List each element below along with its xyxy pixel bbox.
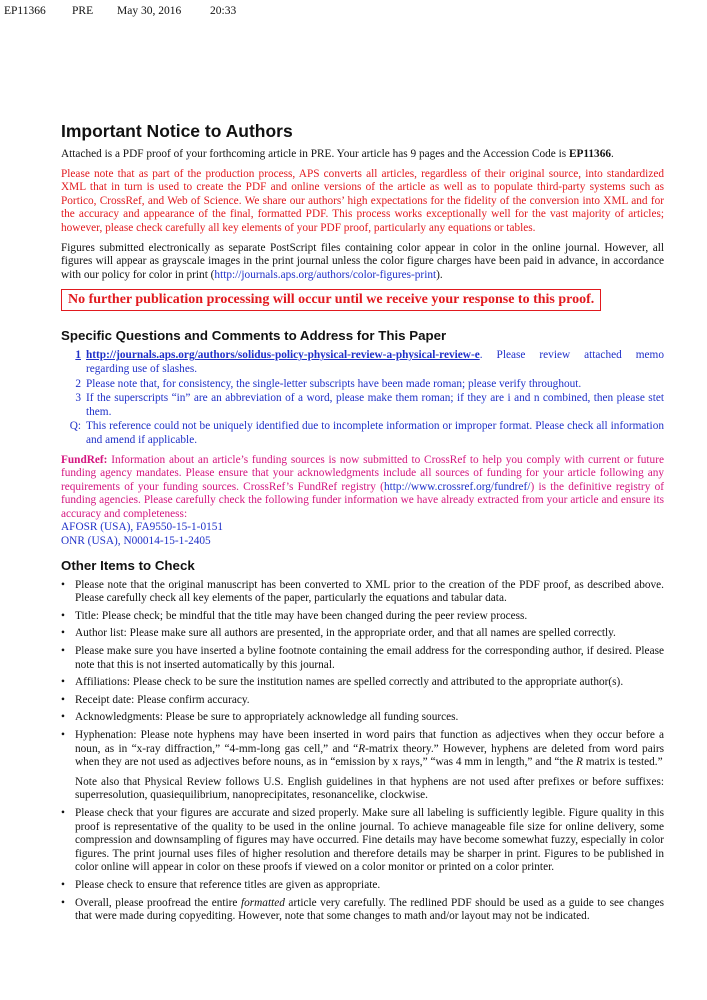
figures-notice: Figures submitted electronically as separate PostScript files containing color appear in color in the online journal. However, all figures will appear as grayscale images in the print journal unless the color figure charges have been paid in advance, in accordance with our policy for color in print (http://journals.aps.org/authors/color-figures-print).: [61, 241, 664, 281]
list-item: • Please check to ensure that reference titles are given as appropriate.: [61, 879, 664, 893]
question-item: 3 If the superscripts “in” are an abbreviation of a word, please make them roman; if they are i and n combined, then please stet them.: [61, 392, 664, 419]
fundref-label: FundRef:: [61, 453, 108, 466]
accession-code: EP11366: [4, 5, 46, 17]
question-number: 2: [75, 377, 81, 390]
question-number: 3: [75, 392, 81, 405]
list-item-hyphenation: • Hyphenation: Please note hyphens may have been inserted in word pairs that function as adjectives when they occur before a noun, as in “x-ray diffraction,” “4-mm-long gas cell,” and “R-matrix theory.” However, hyphens are deleted from word pairs when they are not used as adjectives before nouns, as in “emission by x rays,” “was 4 mm in length,” and “the R matrix is tested.” Note also that Physical Review follows U.S. English guidelines in that hyphens are not used after prefixes or before suffixes: superresolution, quasiequilibrium, nanoprecipitates, resonancelike, clockwise.: [61, 729, 664, 803]
hyphenation-note: Note also that Physical Review follows U.S. English guidelines in that hyphens are not used after prefixes or before suffixes: superresolution, quasiequilibrium, nanoprecipitates, resonancelike, clockwise.: [75, 775, 664, 802]
questions-list: [61, 349, 664, 447]
list-item: • Author list: Please make sure all authors are presented, in the appropriate order, and that all names are spelled correctly.: [61, 627, 664, 641]
journal-name: PRE: [72, 5, 94, 17]
conversion-notice: Please note that as part of the production process, APS converts all articles, regardless of their original source, into standardized XML that in turn is used to create the PDF and online versions of the article as well as to populate third-party systems such as Portico, CrossRef, and Web of Science. We share our authors’ high expectations for the fidelity of the conversion into XML and for the accuracy and appearance of the final, formatted PDF. This process works exceptionally well for the vast majority of articles; however, please check carefully all key elements of your PDF proof, particularly any equations or tables.: [61, 167, 664, 234]
funder-list: [61, 521, 664, 548]
intro-paragraph: Attached is a PDF proof of your forthcoming article in PRE. Your article has 9 pages and the Accession Code is EP11366.: [61, 148, 614, 160]
fundref-paragraph: FundRef: Information about an article’s funding sources is now submitted to CrossRef to help you comply with current or future funding agency mandates. Please ensure that your acknowledgments include all sources of funding for your article following any requirements of your funding sources. CrossRef’s FundRef registry (http://www.crossref.org/fundref/) is the definitive registry of funding agencies. Please carefully check the following funder information we have already extracted from your article and ensure its accuracy and completeness:: [61, 453, 664, 520]
page-title: Important Notice to Authors: [61, 121, 293, 141]
question-item: Q: This reference could not be uniquely identified due to incomplete information or improper format. Please check all information and amend if applicable.: [61, 420, 664, 447]
list-item: • Please note that the original manuscript has been converted to XML prior to the creation of the PDF proof, as described above. Please carefully check all key elements of the paper, particularly the equations and tabular data.: [61, 579, 664, 606]
color-policy-link[interactable]: http://journals.aps.org/authors/color-figures-print: [214, 268, 437, 281]
checklist: [61, 579, 664, 924]
funder-item: ONR (USA), N00014-15-1-2405: [61, 535, 211, 548]
funder-item: AFOSR (USA), FA9550-15-1-0151: [61, 521, 224, 534]
accession-code-bold: EP11366: [568, 148, 612, 160]
question-number: Q:: [69, 420, 81, 433]
list-item: • Please check that your figures are accurate and sized properly. Make sure all labeling is sufficiently legible. Figure quality in this proof is representative of the quality to be used in the online journal. To achieve manageable file size for online delivery, some compression and downsampling of figures may have occurred. Fine details may have become somewhat fuzzy, especially in color figures. The print journal uses files of higher resolution and therefore details may be sharper in print. Figures to be published in color online will appear in color on these proofs if viewed on a color monitor or printed on a color printer.: [61, 807, 664, 875]
list-item: • Overall, please proofread the entire formatted article very carefully. The redlined PDF should be used as a guide to see changes that were made during copyediting. However, note that some changes to math and/or layout may not be indicated.: [61, 897, 664, 924]
header-time: 20:33: [210, 5, 237, 17]
question-number[interactable]: 1: [75, 349, 81, 362]
list-item: • Please make sure you have inserted a byline footnote containing the email address for the corresponding author, if desired. Please note that this is not inserted automatically by this journal.: [61, 645, 664, 672]
notice-body: [61, 121, 664, 928]
list-item: • Acknowledgments: Please be sure to appropriately acknowledge all funding sources.: [61, 711, 664, 725]
list-item: • Receipt date: Please confirm accuracy.: [61, 694, 664, 708]
fundref-link[interactable]: http://www.crossref.org/fundref/: [383, 480, 531, 493]
question-item: 1 http://journals.aps.org/authors/solidus-policy-physical-review-a-physical-review-e. Please review attached memo regarding use of slashes.: [61, 349, 664, 376]
page-header: [4, 5, 236, 17]
solidus-policy-link[interactable]: http://journals.aps.org/authors/solidus-policy-physical-review-a-physical-review-e: [86, 349, 480, 362]
other-items-heading: Other Items to Check: [61, 557, 195, 573]
processing-warning-box: No further publication processing will occur until we receive your response to this proof.: [61, 289, 601, 311]
questions-heading: Specific Questions and Comments to Address for This Paper: [61, 328, 447, 344]
question-item: 2 Please note that, for consistency, the single-letter subscripts have been made roman; please verify throughout.: [61, 378, 664, 392]
header-date: May 30, 2016: [117, 5, 182, 17]
list-item: • Affiliations: Please check to be sure the institution names are spelled correctly and attributed to the appropriate author(s).: [61, 676, 664, 690]
list-item: • Title: Please check; be mindful that the title may have been changed during the peer review process.: [61, 610, 664, 624]
